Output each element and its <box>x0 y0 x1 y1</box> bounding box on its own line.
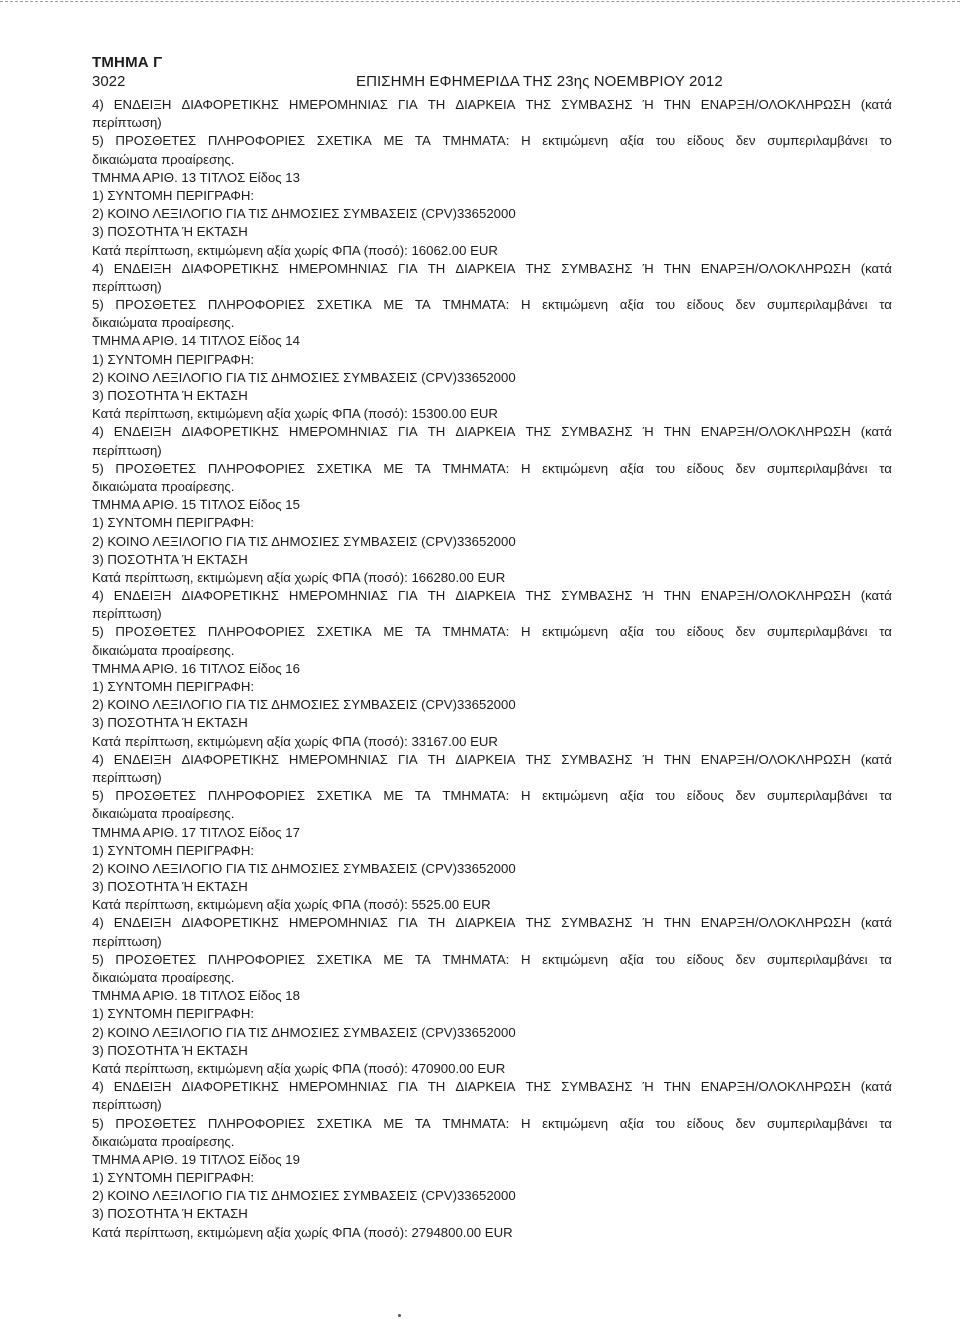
word: 4) <box>92 424 104 440</box>
estimated-value: Κατά περίπτωση, εκτιμώμενη αξία χωρίς ΦΠΑ (ποσό): 2794800.00 EUR <box>92 1224 513 1240</box>
word: ΜΕ <box>383 297 404 313</box>
word: ΕΝΔΕΙΞΗ <box>113 915 172 931</box>
short-description-label: 1) ΣΥΝΤΟΜΗ ΠΕΡΙΓΡΑΦΗ: <box>92 1006 255 1022</box>
word: αξία <box>619 1115 644 1131</box>
word: 5) <box>92 951 104 967</box>
word: ΤΑ <box>414 297 431 313</box>
quantity-label: 3) ΠΟΣΟΤΗΤΑ Ή ΕΚΤΑΣΗ <box>92 1042 248 1058</box>
word: του <box>655 788 676 804</box>
word: ΤΑ <box>414 133 431 149</box>
word: ΣΧΕΤΙΚΑ <box>316 788 372 804</box>
word: Ή <box>642 97 654 112</box>
word: ΤΗΣ <box>525 424 552 440</box>
word: δεν <box>735 788 756 804</box>
word: ΠΛΗΡΟΦΟΡΙΕΣ <box>207 133 306 149</box>
word: ΤΗΝ <box>663 1079 691 1095</box>
word: συμπεριλαμβάνει <box>767 297 868 313</box>
word: ΔΙΑΡΚΕΙΑ <box>455 751 516 767</box>
word: ΔΙΑΦΟΡΕΤΙΚΗΣ <box>181 915 279 931</box>
intro-block <box>92 96 892 169</box>
word: εκτιμώμενη <box>542 788 609 804</box>
short-description-label: 1) ΣΥΝΤΟΜΗ ΠΕΡΙΓΡΑΦΗ: <box>92 679 255 694</box>
word: ΜΕ <box>383 1115 404 1131</box>
word: ΤΗΝ <box>663 97 691 112</box>
word: ΕΝΑΡΞΗ/ΟΛΟΚΛΗΡΩΣΗ <box>700 915 851 931</box>
word: 4) <box>92 588 104 604</box>
word: ΠΡΟΣΘΕΤΕΣ <box>115 1115 197 1131</box>
lot-block <box>92 1151 892 1242</box>
word: 4) <box>92 751 104 767</box>
item-5-line <box>92 1115 892 1133</box>
lot-block <box>92 169 892 333</box>
word: ΤΗΣ <box>525 751 552 767</box>
cpv-code-line: 2) ΚΟΙΝΟ ΛΕΞΙΛΟΓΙΟ ΓΙΑ ΤΙΣ ΔΗΜΟΣΙΕΣ ΣΥΜΒΑΣΕΙΣ (CPV)33652000 <box>92 533 516 549</box>
word: το <box>879 133 892 149</box>
word: ΔΙΑΡΚΕΙΑ <box>455 588 516 604</box>
word: τα <box>879 297 892 313</box>
word: ΗΜΕΡΟΜΗΝΙΑΣ <box>288 1079 388 1095</box>
cpv-code-line: 2) ΚΟΙΝΟ ΛΕΞΙΛΟΓΙΟ ΓΙΑ ΤΙΣ ΔΗΜΟΣΙΕΣ ΣΥΜΒΑΣΕΙΣ (CPV)33652000 <box>92 206 516 222</box>
word: ΣΥΜΒΑΣΗΣ <box>561 915 633 931</box>
word: ΔΙΑΦΟΡΕΤΙΚΗΣ <box>181 751 279 767</box>
word: ΤΗΝ <box>663 260 691 276</box>
word: ΔΙΑΡΚΕΙΑ <box>455 260 516 276</box>
estimated-value: Κατά περίπτωση, εκτιμώμενη αξία χωρίς ΦΠΑ (ποσό): 470900.00 EUR <box>92 1060 506 1076</box>
word: (κατά <box>860 751 892 767</box>
word: ΔΙΑΦΟΡΕΤΙΚΗΣ <box>181 424 279 440</box>
word: δεν <box>735 624 756 640</box>
word: Ή <box>642 1079 654 1095</box>
word: αξία <box>619 297 644 313</box>
word: ΗΜΕΡΟΜΗΝΙΑΣ <box>288 424 388 440</box>
scan-top-edge <box>0 1 960 2</box>
word: ΔΙΑΡΚΕΙΑ <box>455 1079 516 1095</box>
word: ΣΥΜΒΑΣΗΣ <box>561 260 633 276</box>
item-5-line <box>92 296 892 314</box>
word: αξία <box>619 133 644 149</box>
word: ΜΕ <box>383 460 404 476</box>
item-4-continuation: περίπτωση) <box>92 278 162 294</box>
word: τα <box>879 460 892 476</box>
cpv-code-line: 2) ΚΟΙΝΟ ΛΕΞΙΛΟΓΙΟ ΓΙΑ ΤΙΣ ΔΗΜΟΣΙΕΣ ΣΥΜΒΑΣΕΙΣ (CPV)33652000 <box>92 369 516 385</box>
lot-heading: ΤΜΗΜΑ ΑΡΙΘ. 13 ΤΙΤΛΟΣ Είδος 13 <box>92 169 300 185</box>
word: ΕΝΔΕΙΞΗ <box>113 751 172 767</box>
item-4-continuation: περίπτωση) <box>92 933 162 949</box>
word: ΠΡΟΣΘΕΤΕΣ <box>115 133 197 149</box>
word: ΕΝΔΕΙΞΗ <box>113 588 172 604</box>
word: ΤΗ <box>427 915 446 931</box>
estimated-value: Κατά περίπτωση, εκτιμώμενη αξία χωρίς ΦΠΑ (ποσό): 16062.00 EUR <box>92 242 498 258</box>
word: ΤΗ <box>427 424 446 440</box>
word: Ή <box>642 915 654 931</box>
word: ΓΙΑ <box>397 751 418 767</box>
word: ΤΜΗΜΑΤΑ: <box>442 624 510 640</box>
item-4-continuation: περίπτωση) <box>92 442 162 458</box>
item-4-line <box>92 1078 892 1096</box>
word: ΠΡΟΣΘΕΤΕΣ <box>115 788 197 804</box>
word: ΤΗΣ <box>525 915 552 931</box>
word: αξία <box>619 624 644 640</box>
item-5-line <box>92 132 892 150</box>
word: ΤΜΗΜΑΤΑ: <box>442 951 510 967</box>
word: ΠΡΟΣΘΕΤΕΣ <box>115 951 197 967</box>
word: ΤΗ <box>427 588 446 604</box>
lot-heading: ΤΜΗΜΑ ΑΡΙΘ. 16 ΤΙΤΛΟΣ Είδος 16 <box>92 660 300 676</box>
word: ΤΜΗΜΑΤΑ: <box>442 297 510 313</box>
word: εκτιμώμενη <box>542 624 609 640</box>
word: ΤΑ <box>414 624 431 640</box>
word: ΓΙΑ <box>397 1079 418 1095</box>
word: 5) <box>92 1115 104 1131</box>
word: ΤΗΝ <box>663 588 691 604</box>
word: ΤΗΣ <box>525 260 552 276</box>
item-5-continuation: δικαιώματα προαίρεσης. <box>92 151 235 167</box>
word: τα <box>879 788 892 804</box>
word: αξία <box>619 788 644 804</box>
word: δεν <box>735 297 756 313</box>
word: ΤΜΗΜΑΤΑ: <box>442 460 510 476</box>
word: ΗΜΕΡΟΜΗΝΙΑΣ <box>288 260 388 276</box>
word: εκτιμώμενη <box>542 133 609 149</box>
word: δεν <box>735 951 756 967</box>
quantity-label: 3) ΠΟΣΟΤΗΤΑ Ή ΕΚΤΑΣΗ <box>92 551 248 567</box>
page-number: 3022 <box>92 73 126 90</box>
word: συμπεριλαμβάνει <box>767 133 868 149</box>
lot-heading: ΤΜΗΜΑ ΑΡΙΘ. 18 ΤΙΤΛΟΣ Είδος 18 <box>92 988 300 1004</box>
word: του <box>655 951 676 967</box>
word: είδους <box>686 788 724 804</box>
word: Η <box>520 951 531 967</box>
word: εκτιμώμενη <box>542 297 609 313</box>
word: ΣΧΕΤΙΚΑ <box>316 460 372 476</box>
item-4-continuation: περίπτωση) <box>92 769 162 785</box>
word: ΤΗ <box>427 1079 446 1095</box>
item-4-continuation: περίπτωση) <box>92 606 162 622</box>
estimated-value: Κατά περίπτωση, εκτιμώμενη αξία χωρίς ΦΠΑ (ποσό): 5525.00 EUR <box>92 897 491 913</box>
estimated-value: Κατά περίπτωση, εκτιμώμενη αξία χωρίς ΦΠΑ (ποσό): 15300.00 EUR <box>92 406 498 422</box>
word: συμπεριλαμβάνει <box>767 460 868 476</box>
lot-heading: ΤΜΗΜΑ ΑΡΙΘ. 19 ΤΙΤΛΟΣ Είδος 19 <box>92 1151 300 1167</box>
word: είδους <box>686 1115 724 1131</box>
short-description-label: 1) ΣΥΝΤΟΜΗ ΠΕΡΙΓΡΑΦΗ: <box>92 842 255 858</box>
word: ΤΗ <box>427 260 446 276</box>
word: ΤΗΝ <box>663 751 691 767</box>
word: του <box>655 1115 676 1131</box>
word: (κατά <box>860 915 892 931</box>
word: ΠΛΗΡΟΦΟΡΙΕΣ <box>207 788 305 804</box>
quantity-label: 3) ΠΟΣΟΤΗΤΑ Ή ΕΚΤΑΣΗ <box>92 879 248 895</box>
word: είδους <box>686 951 724 967</box>
word: είδους <box>686 133 725 149</box>
cpv-code-line: 2) ΚΟΙΝΟ ΛΕΞΙΛΟΓΙΟ ΓΙΑ ΤΙΣ ΔΗΜΟΣΙΕΣ ΣΥΜΒΑΣΕΙΣ (CPV)33652000 <box>92 1188 516 1204</box>
word: (κατά <box>860 97 892 112</box>
word: ΤΗΣ <box>525 1079 552 1095</box>
word: είδους <box>686 624 724 640</box>
lot-block <box>92 824 892 988</box>
document-body <box>92 96 892 1242</box>
word: ΠΛΗΡΟΦΟΡΙΕΣ <box>207 951 305 967</box>
lot-block <box>92 660 892 824</box>
word: 5) <box>92 624 104 640</box>
word: 4) <box>92 260 104 276</box>
item-5-continuation: δικαιώματα προαίρεσης. <box>92 478 235 494</box>
cpv-code-line: 2) ΚΟΙΝΟ ΛΕΞΙΛΟΓΙΟ ΓΙΑ ΤΙΣ ΔΗΜΟΣΙΕΣ ΣΥΜΒΑΣΕΙΣ (CPV)33652000 <box>92 1024 516 1040</box>
short-description-label: 1) ΣΥΝΤΟΜΗ ΠΕΡΙΓΡΑΦΗ: <box>92 351 255 367</box>
cpv-code-line: 2) ΚΟΙΝΟ ΛΕΞΙΛΟΓΙΟ ΓΙΑ ΤΙΣ ΔΗΜΟΣΙΕΣ ΣΥΜΒΑΣΕΙΣ (CPV)33652000 <box>92 697 516 713</box>
item-5-line <box>92 623 892 641</box>
word: ΕΝΔΕΙΞΗ <box>113 97 172 112</box>
short-description-label: 1) ΣΥΝΤΟΜΗ ΠΕΡΙΓΡΑΦΗ: <box>92 187 255 203</box>
estimated-value: Κατά περίπτωση, εκτιμώμενη αξία χωρίς ΦΠΑ (ποσό): 166280.00 EUR <box>92 569 506 585</box>
word: ΤΗΣ <box>525 588 552 604</box>
word: ΔΙΑΡΚΕΙΑ <box>455 424 516 440</box>
word: Ή <box>642 588 654 604</box>
word: ΔΙΑΦΟΡΕΤΙΚΗΣ <box>181 588 279 604</box>
word: ΜΕ <box>383 133 404 149</box>
word: ΠΛΗΡΟΦΟΡΙΕΣ <box>207 624 305 640</box>
lot-block <box>92 332 892 496</box>
item-4-line <box>92 587 892 605</box>
word: ΔΙΑΦΟΡΕΤΙΚΗΣ <box>181 1079 279 1095</box>
quantity-label: 3) ΠΟΣΟΤΗΤΑ Ή ΕΚΤΑΣΗ <box>92 388 248 403</box>
lot-heading: ΤΜΗΜΑ ΑΡΙΘ. 17 ΤΙΤΛΟΣ Είδος 17 <box>92 824 300 840</box>
item-5-line <box>92 460 892 478</box>
word: αξία <box>619 951 644 967</box>
word: 4) <box>92 915 104 931</box>
word: του <box>655 460 676 476</box>
word: Η <box>520 297 531 313</box>
item-4-line <box>92 751 892 769</box>
word: ΗΜΕΡΟΜΗΝΙΑΣ <box>288 588 388 604</box>
word: του <box>655 297 676 313</box>
word: ΔΙΑΡΚΕΙΑ <box>455 915 516 931</box>
word: ΤΗΝ <box>663 915 691 931</box>
word: Η <box>520 460 531 476</box>
word: ΕΝΑΡΞΗ/ΟΛΟΚΛΗΡΩΣΗ <box>700 260 851 276</box>
word: ΜΕ <box>383 624 404 640</box>
word: συμπεριλαμβάνει <box>767 788 868 804</box>
item-5-continuation: δικαιώματα προαίρεσης. <box>92 806 235 822</box>
word: ΓΙΑ <box>397 260 418 276</box>
word: ΣΧΕΤΙΚΑ <box>316 133 372 149</box>
word: ΠΛΗΡΟΦΟΡΙΕΣ <box>207 1115 305 1131</box>
word: ΓΙΑ <box>397 915 418 931</box>
short-description-label: 1) ΣΥΝΤΟΜΗ ΠΕΡΙΓΡΑΦΗ: <box>92 1170 255 1186</box>
word: δεν <box>735 460 756 476</box>
word: ΤΜΗΜΑΤΑ: <box>442 1115 510 1131</box>
word: ΤΗΝ <box>663 424 691 440</box>
word: ΜΕ <box>383 951 404 967</box>
item-4-continuation: περίπτωση) <box>92 1097 162 1113</box>
word: ΣΥΜΒΑΣΗΣ <box>561 424 633 440</box>
word: συμπεριλαμβάνει <box>767 624 868 640</box>
word: ΤΗΣ <box>525 97 552 112</box>
word: ΣΧΕΤΙΚΑ <box>316 624 372 640</box>
word: ΔΙΑΦΟΡΕΤΙΚΗΣ <box>181 97 279 112</box>
word: ΗΜΕΡΟΜΗΝΙΑΣ <box>288 751 388 767</box>
word: εκτιμώμενη <box>542 1115 609 1131</box>
word: ΣΧΕΤΙΚΑ <box>316 951 372 967</box>
item-4-line <box>92 96 892 114</box>
scan-dot <box>398 1314 401 1317</box>
word: ΤΑ <box>414 951 431 967</box>
word: ΗΜΕΡΟΜΗΝΙΑΣ <box>288 915 388 931</box>
word: ΣΥΜΒΑΣΗΣ <box>561 751 633 767</box>
word: ΕΝΔΕΙΞΗ <box>113 424 172 440</box>
word: ΕΝΔΕΙΞΗ <box>113 1079 172 1095</box>
word: ΤΑ <box>414 788 431 804</box>
word: ΓΙΑ <box>397 588 418 604</box>
word: Ή <box>642 424 654 440</box>
word: ΠΡΟΣΘΕΤΕΣ <box>115 297 197 313</box>
word: εκτιμώμενη <box>542 460 609 476</box>
item-4-line <box>92 423 892 441</box>
word: (κατά <box>860 1079 892 1095</box>
word: ΔΙΑΡΚΕΙΑ <box>455 97 516 112</box>
word: ΣΥΜΒΑΣΗΣ <box>561 588 633 604</box>
item-4-line <box>92 914 892 932</box>
word: ΕΝΑΡΞΗ/ΟΛΟΚΛΗΡΩΣΗ <box>700 97 851 112</box>
word: 5) <box>92 133 104 149</box>
word: ΗΜΕΡΟΜΗΝΙΑΣ <box>288 97 388 112</box>
word: 5) <box>92 297 104 313</box>
word: Ή <box>642 751 654 767</box>
word: εκτιμώμενη <box>542 951 609 967</box>
item-5-continuation: δικαιώματα προαίρεσης. <box>92 642 235 658</box>
word: Η <box>520 1115 531 1131</box>
word: είδους <box>686 297 724 313</box>
item-4-continuation: περίπτωση) <box>92 115 162 131</box>
item-4-line <box>92 260 892 278</box>
word: ΣΧΕΤΙΚΑ <box>316 1115 372 1131</box>
word: ΜΕ <box>383 788 404 804</box>
item-5-continuation: δικαιώματα προαίρεσης. <box>92 1133 235 1149</box>
word: ΕΝΑΡΞΗ/ΟΛΟΚΛΗΡΩΣΗ <box>700 424 851 440</box>
word: Η <box>520 788 531 804</box>
word: Ή <box>642 260 654 276</box>
word: δεν <box>735 133 756 149</box>
word: ΤΗ <box>427 97 446 112</box>
item-5-continuation: δικαιώματα προαίρεσης. <box>92 315 235 331</box>
quantity-label: 3) ΠΟΣΟΤΗΤΑ Ή ΕΚΤΑΣΗ <box>92 715 248 731</box>
lots-list <box>92 169 892 1242</box>
word: ΓΙΑ <box>397 97 418 112</box>
word: ΣΧΕΤΙΚΑ <box>316 297 372 313</box>
estimated-value: Κατά περίπτωση, εκτιμώμενη αξία χωρίς ΦΠΑ (ποσό): 33167.00 EUR <box>92 733 498 749</box>
word: ΤΜΗΜΑΤΑ: <box>442 133 510 149</box>
word: ΠΛΗΡΟΦΟΡΙΕΣ <box>207 460 305 476</box>
word: τα <box>879 1115 892 1131</box>
word: ΠΛΗΡΟΦΟΡΙΕΣ <box>207 297 305 313</box>
word: (κατά <box>860 260 892 276</box>
quantity-label: 3) ΠΟΣΟΤΗΤΑ Ή ΕΚΤΑΣΗ <box>92 224 248 240</box>
item-5-continuation: δικαιώματα προαίρεσης. <box>92 970 235 985</box>
lot-block <box>92 987 892 1151</box>
word: ΤΑ <box>414 460 431 476</box>
running-head: ΕΠΙΣΗΜΗ ΕΦΗΜΕΡΙΔΑ ΤΗΣ 23ης ΝΟΕΜΒΡΙΟΥ 2012 <box>356 73 723 90</box>
word: ΤΑ <box>414 1115 431 1131</box>
word: 5) <box>92 460 104 476</box>
lot-heading: ΤΜΗΜΑ ΑΡΙΘ. 15 ΤΙΤΛΟΣ Είδος 15 <box>92 497 300 513</box>
word: ΓΙΑ <box>397 424 418 440</box>
cpv-code-line: 2) ΚΟΙΝΟ ΛΕΞΙΛΟΓΙΟ ΓΙΑ ΤΙΣ ΔΗΜΟΣΙΕΣ ΣΥΜΒΑΣΕΙΣ (CPV)33652000 <box>92 860 516 876</box>
word: Η <box>521 133 531 149</box>
section-label: ΤΜΗΜΑ Γ <box>92 54 163 71</box>
word: του <box>655 133 676 149</box>
word: 4) <box>92 97 104 112</box>
word: ΕΝΔΕΙΞΗ <box>113 260 172 276</box>
lot-heading: ΤΜΗΜΑ ΑΡΙΘ. 14 ΤΙΤΛΟΣ Είδος 14 <box>92 333 300 349</box>
short-description-label: 1) ΣΥΝΤΟΜΗ ΠΕΡΙΓΡΑΦΗ: <box>92 515 255 531</box>
word: ΕΝΑΡΞΗ/ΟΛΟΚΛΗΡΩΣΗ <box>700 751 851 767</box>
word: ΕΝΑΡΞΗ/ΟΛΟΚΛΗΡΩΣΗ <box>700 1079 851 1095</box>
word: είδους <box>686 460 724 476</box>
word: (κατά <box>860 424 892 440</box>
word: συμπεριλαμβάνει <box>767 1115 868 1131</box>
word: ΠΡΟΣΘΕΤΕΣ <box>115 624 197 640</box>
word: αξία <box>619 460 644 476</box>
word: ΔΙΑΦΟΡΕΤΙΚΗΣ <box>181 260 279 276</box>
item-5-line <box>92 951 892 969</box>
word: 4) <box>92 1079 104 1095</box>
word: ΕΝΑΡΞΗ/ΟΛΟΚΛΗΡΩΣΗ <box>700 588 851 604</box>
word: τα <box>879 624 892 640</box>
word: του <box>655 624 676 640</box>
word: ΣΥΜΒΑΣΗΣ <box>561 97 633 112</box>
item-5-line <box>92 787 892 805</box>
quantity-label: 3) ΠΟΣΟΤΗΤΑ Ή ΕΚΤΑΣΗ <box>92 1206 248 1222</box>
word: 5) <box>92 788 104 804</box>
word: ΤΜΗΜΑΤΑ: <box>442 788 510 804</box>
word: Η <box>520 624 531 640</box>
word: δεν <box>735 1115 756 1131</box>
word: ΣΥΜΒΑΣΗΣ <box>561 1079 633 1095</box>
word: συμπεριλαμβάνει <box>767 951 868 967</box>
word: τα <box>879 951 892 967</box>
word: (κατά <box>860 588 892 604</box>
word: ΤΗ <box>427 751 446 767</box>
word: ΠΡΟΣΘΕΤΕΣ <box>115 460 197 476</box>
lot-block <box>92 496 892 660</box>
